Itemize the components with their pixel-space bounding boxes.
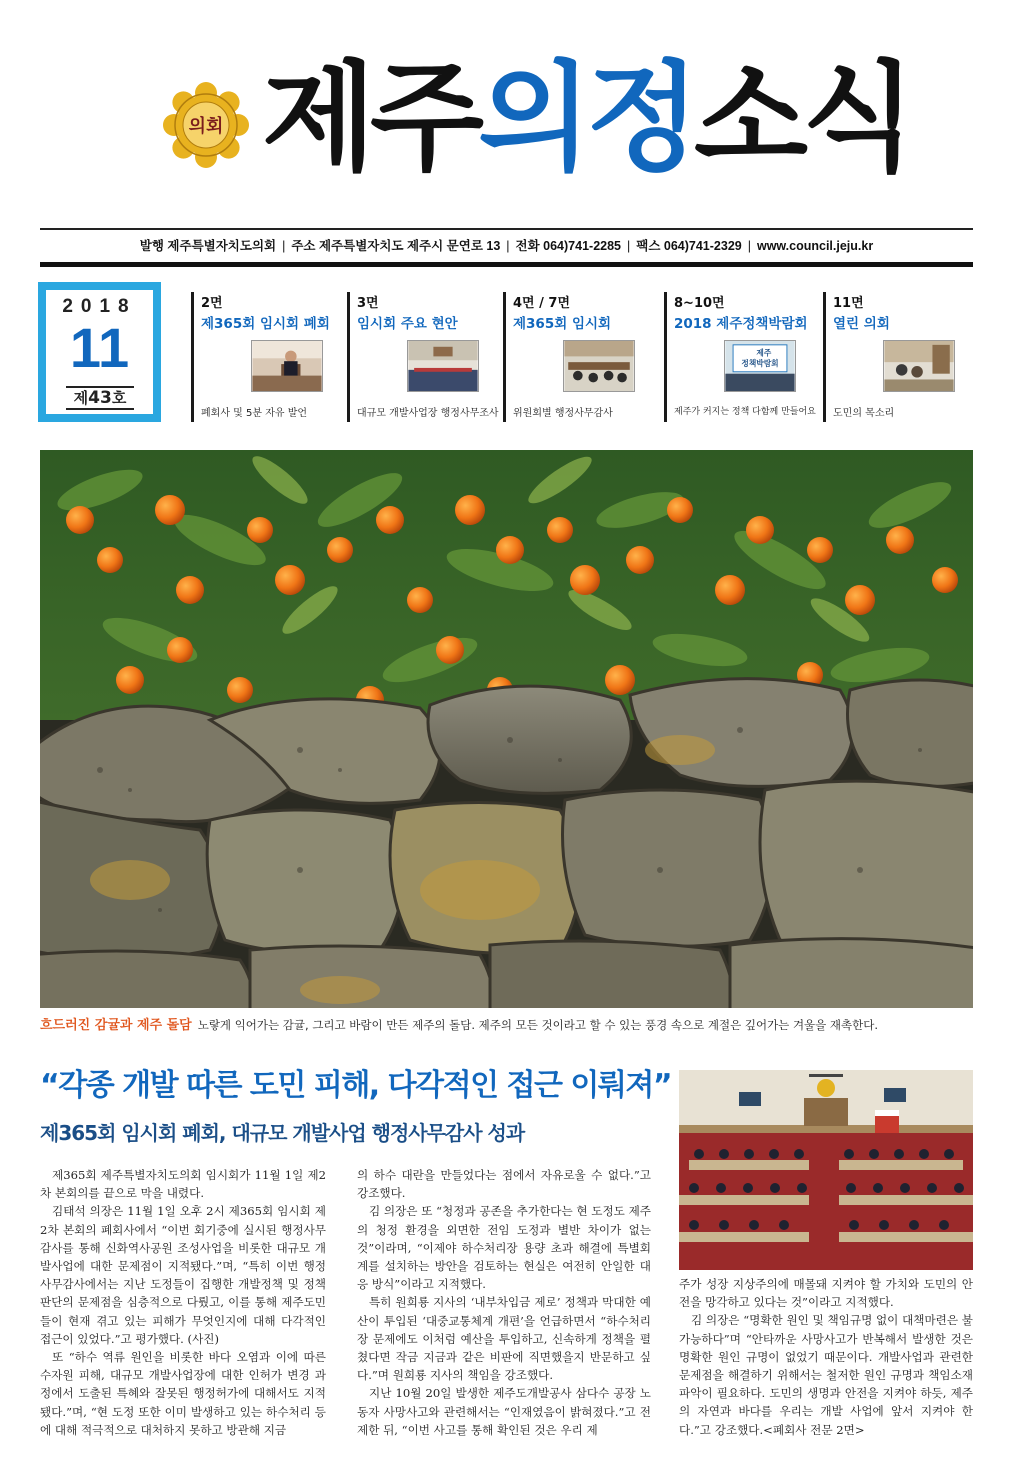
seal-text: 의회 [188, 116, 224, 137]
toc-page-number: 2면 [201, 296, 223, 311]
article-paragraph: 김태석 의장은 11월 1일 오후 2시 제365회 임시회 제2차 본회의 폐회사에서 “이번 회기중에 실시된 행정사무감사를 통해 신화역사공원 조성사업을 비롯한 대규모 개발사업에 대한 문제점이 지적됐다.”며, “특히 이번 행정사무감사에서는 지난 도정들이 집행한 개발정책 및 정책판단의 문제점을 심층적으로 다뤘고, 이를 통해 제주도민들이 현재 겪고 있는 피해가 무엇인지에 대해 다각적인 접근이 있었다.”고 평가했다. (사진) [40, 1204, 326, 1346]
toc-thumbnail-policy-fair [724, 340, 796, 392]
toc-description: 대규모 개발사업장 행정사무조사 [357, 408, 499, 419]
title-part-sosik: 소식 [693, 49, 910, 187]
hero-photo-tangerines-stone-wall [40, 450, 973, 1008]
newsletter-title [262, 48, 910, 188]
toc-title: 제365회 임시회 [513, 316, 612, 332]
article-paragraph: 제365회 제주특별자치도의회 임시회가 11월 1일 제2차 본회의를 끝으로 막을 내렸다. [40, 1168, 326, 1201]
article-paragraph: 특히 원희룡 지사의 ‘내부차입금 제로’ 정책과 막대한 예산이 투입된 ‘대중교통체계 개편’을 언급하면서 “하수처리장 문제에도 이처럼 예산을 투입하고, 신속하게 정책을 펼쳤다면 작금 지금과 같은 비판에 직면했을지 반문하고 싶다.”며 원희룡 지사의 책임을 강조했다. [357, 1295, 651, 1383]
title-part-uijeong: 의정 [477, 49, 694, 187]
issue-month: 11 [69, 316, 130, 379]
issue-number: 제43호 [66, 386, 134, 410]
toc-title: 2018 제주정책박람회 [674, 316, 808, 332]
toc-title: 열린 의회 [833, 316, 890, 332]
toc-item-page4-7[interactable] [503, 290, 651, 426]
toc-page-number: 8~10면 [674, 296, 725, 311]
toc-thumbnail-committee [563, 340, 635, 392]
toc-page-number: 4면 / 7면 [513, 296, 571, 311]
article-paragraph: 또 “하수 역류 원인을 비롯한 바다 오염과 이에 따른 수자원 피해, 대규모 개발사업장에 대한 인허가 변경 과정에서 도출된 특혜와 잘못된 행정허가에 대해서도 지적됐다.”며, “현 도정 또한 이미 발생하고 있는 하수처리 등에 대해 적극적으로 대처하지 못하고 방관해 지금 [40, 1350, 326, 1437]
article-paragraph: 주가 성장 지상주의에 매몰돼 지켜야 할 가치와 도민의 안전을 망각하고 있다는 것”이라고 지적했다. [679, 1277, 973, 1310]
toc-page-number: 11면 [833, 296, 864, 311]
title-part-jeju: 제주 [262, 49, 478, 187]
toc-thumbnail-speech [251, 340, 323, 392]
hero-caption-text: 노랗게 익어가는 감귤, 그리고 바람이 만든 제주의 돌담. 제주의 모든 것이라고 할 수 있는 풍경 속으로 계절은 깊어가는 겨울을 재촉한다. [197, 1018, 879, 1032]
publisher-address: 주소 제주특별자치도 제주시 문연로 13 [291, 239, 501, 253]
toc-thumbnail-open-council [883, 340, 955, 392]
article-subheadline: 제365회 임시회 폐회, 대규모 개발사업 행정사무감사 성과 [40, 1121, 525, 1145]
article-column-2 [357, 1166, 651, 1466]
toc-description: 도민의 목소리 [833, 408, 895, 419]
council-session-photo [679, 1070, 973, 1270]
article-paragraph: 김 의장은 또 “청정과 공존을 추가한다는 현 도정도 제주의 청정 환경을 외면한 전임 도정과 별반 차이가 없는 것”이라며, “이제야 하수처리장 용량 초과 해결에 특별회계를 설치하는 방안을 검토하는 현실은 여전히 안일한 대응 방식”이라고 지적했다. [357, 1204, 651, 1292]
toc-page-number: 3면 [357, 296, 379, 311]
thumb-sign-line2: 정책박람회 [741, 359, 779, 368]
issue-year: 2018 [62, 296, 137, 317]
article-paragraph: 의 하수 대란을 만들었다는 점에서 자유로울 수 없다.”고 강조했다. [357, 1168, 651, 1201]
issue-box [38, 282, 161, 422]
toc-title: 임시회 주요 현안 [357, 316, 458, 332]
council-seal-logo [163, 82, 249, 168]
article-paragraph: 지난 10월 20일 발생한 제주도개발공사 삼다수 공장 노동자 사망사고와 관련해서는 “인재였음이 밝혀졌다.”고 전제한 뒤, “이번 사고를 통해 확인된 것은 우리 제 [357, 1386, 651, 1437]
toc-item-page11[interactable] [823, 290, 971, 426]
publisher-phone: 전화 064)741-2285 [515, 239, 621, 253]
toc-item-page8-10[interactable] [664, 290, 816, 426]
toc-description: 폐회사 및 5분 자유 발언 [201, 408, 308, 419]
hero-caption-title: 흐드러진 감귤과 제주 돌담 [40, 1018, 192, 1033]
toc-title: 제365회 임시회 폐회 [201, 316, 330, 332]
article-paragraph: 김 의장은 “명확한 원인 및 책임규명 없이 대책마련은 불가능하다”며 “안타까운 사망사고가 반복해서 발생한 것은 명확한 원인 규명이 없었기 때문이다. 개발사업과 관련한 문제점을 해결하기 위해서는 철저한 원인 규명과 책임소재 파악이 필요하다. 도민의 생명과 안전을 지켜야 하듯, 제주의 자연과 바다를 우리는 개발 사업에 앞서 지켜야 한다.”고 강조했다.<폐회사 전문 2면> [679, 1313, 973, 1437]
masthead-rule-top [40, 228, 973, 230]
toc-thumbnail-session [407, 340, 479, 392]
article-headline: “각종 개발 따른 도민 피해, 다각적인 접근 이뤄져” [40, 1068, 672, 1103]
masthead-rule-bottom [40, 262, 973, 267]
publisher-name: 발행 제주특별자치도의회 [139, 239, 277, 253]
toc-description: 위원회별 행정사무감사 [513, 408, 613, 419]
publisher-website[interactable]: www.council.jeju.kr [756, 239, 874, 253]
thumb-sign-line1: 제주 [756, 348, 772, 358]
toc-item-page2[interactable] [191, 290, 339, 426]
toc-description: 제주가 커지는 정책 다함께 만들어요 [674, 407, 816, 417]
article-column-1 [40, 1166, 326, 1466]
publisher-fax: 팩스 064)741-2329 [636, 239, 742, 253]
publisher-info: 발행 제주특별자치도의회 | 주소 제주특별자치도 제주시 문연로 13 | 전화 064)741-2285 | 팩스 064)741-2329 | www.council.jeju.kr [139, 239, 874, 253]
toc-item-page3[interactable] [347, 290, 499, 426]
hero-caption [40, 1014, 973, 1036]
article-column-3 [679, 1275, 973, 1465]
